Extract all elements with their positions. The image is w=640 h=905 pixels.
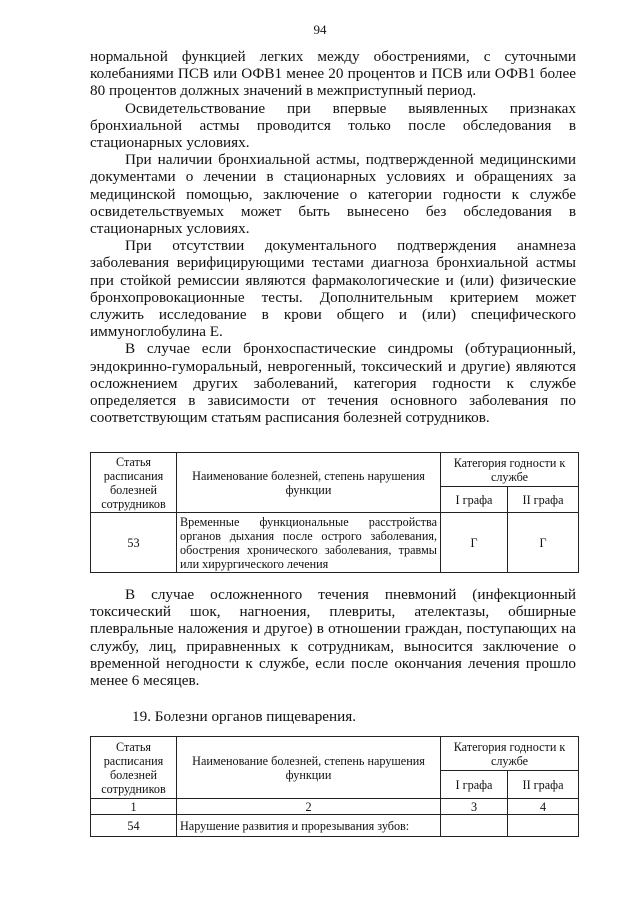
disease-description: Временные функциональные расстройства органов дыхания после острого заболевания, обострения хронического заболевания, травмы или хирургического лечения xyxy=(177,513,441,573)
header-graph-1: I графа xyxy=(441,487,508,513)
disease-description: Нарушение развития и прорезывания зубов: xyxy=(177,815,441,837)
header-category: Категория годности к службе xyxy=(441,737,579,771)
category-graph-1: Г xyxy=(441,513,508,573)
header-disease: Наименование болезней, степень нарушения функции xyxy=(177,453,441,513)
column-number: 4 xyxy=(508,799,579,815)
paragraph: В случае осложненного течения пневмоний (инфекционный токсический шок, нагноения, плевриты, ателектазы, обширные плевральные наложения и другое) в отношении граждан, поступающих на службу, лиц, приравненных к сотрудникам, выносится заключение о временной негодности к службе, если после окончания лечения прошло менее 6 месяцев. xyxy=(90,586,576,690)
pneumonia-text xyxy=(90,586,576,689)
paragraph: При наличии бронхиальной астмы, подтвержденной медицинскими документами о лечении в стационарных условиях и обращениях за медицинской помощью, заключение о категории годности к службе освидетельствуемых может быть вынесено без обследования в стационарных условиях. xyxy=(90,151,576,238)
column-number: 3 xyxy=(441,799,508,815)
paragraph: Освидетельствование при впервые выявленных признаках бронхиальной астмы проводится только после обследования в стационарных условиях. xyxy=(90,99,576,152)
paragraph: нормальной функцией легких между обострениями, с суточными колебаниями ПСВ или ОФВ1 менее 20 процентов и ПСВ или ОФВ1 более 80 процентов должных значений в межприступный период. xyxy=(90,48,576,100)
table-row xyxy=(91,513,579,573)
header-article: Статья расписания болезней сотрудников xyxy=(91,737,177,799)
header-disease: Наименование болезней, степень нарушения функции xyxy=(177,737,441,799)
category-graph-2: Г xyxy=(508,513,579,573)
disease-table-53 xyxy=(90,452,579,573)
article-number: 53 xyxy=(91,513,177,573)
header-article: Статья расписания болезней сотрудников xyxy=(91,453,177,513)
table-row xyxy=(91,815,579,837)
column-number: 2 xyxy=(177,799,441,815)
page-number: 94 xyxy=(313,22,327,37)
header-graph-2: II графа xyxy=(508,771,579,799)
header-graph-1: I графа xyxy=(441,771,508,799)
article-number: 54 xyxy=(91,815,177,837)
column-numbering-row xyxy=(91,799,579,815)
header-graph-2: II графа xyxy=(508,487,579,513)
section-heading: 19. Болезни органов пищеварения. xyxy=(132,708,357,725)
category-graph-1 xyxy=(441,815,508,837)
header-category: Категория годности к службе xyxy=(441,453,579,487)
paragraph: При отсутствии документального подтверждения анамнеза заболевания верифицирующими тестами диагноза бронхиальной астмы при стойкой ремиссии являются фармакологические и (или) физические бронхопровокационные тесты. Дополнительным критерием может служить исследование в крови общего и (или) специфического иммуноглобулина E. xyxy=(90,237,576,341)
category-graph-2 xyxy=(508,815,579,837)
disease-table-54 xyxy=(90,736,579,837)
column-number: 1 xyxy=(91,799,177,815)
intro-text xyxy=(90,48,576,426)
paragraph: В случае если бронхоспастические синдромы (обтурационный, эндокринно-гуморальный, неврогенный, токсический и другие) являются осложнением других заболеваний, категория годности к службе определяется в зависимости от течения основного заболевания по соответствующим статьям расписания болезней сотрудников. xyxy=(90,340,576,427)
